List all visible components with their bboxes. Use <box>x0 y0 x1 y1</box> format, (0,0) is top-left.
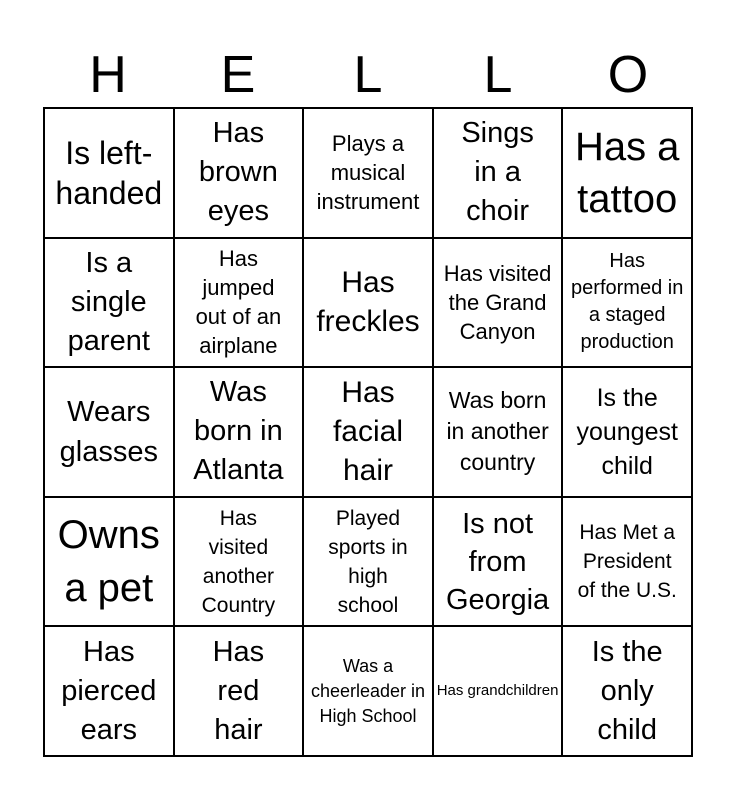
bingo-cell[interactable]: Has jumped out of an airplane <box>174 238 304 368</box>
bingo-cell[interactable]: Was born in another country <box>433 367 563 497</box>
bingo-cell[interactable]: Is left-handed <box>44 108 174 238</box>
bingo-header <box>43 44 693 106</box>
bingo-cell[interactable]: Has a tattoo <box>562 108 692 238</box>
bingo-cell[interactable]: Has visited the Grand Canyon <box>433 238 563 368</box>
bingo-cell[interactable]: Is a single parent <box>44 238 174 368</box>
bingo-cell[interactable]: Is the youngest child <box>562 367 692 497</box>
header-letter-l2: L <box>483 46 513 104</box>
header-letter-l1: L <box>353 46 383 104</box>
bingo-cell[interactable]: Has performed in a staged production <box>562 238 692 368</box>
bingo-cell[interactable]: Has grandchildren <box>433 626 563 756</box>
bingo-cell[interactable]: Was a cheerleader in High School <box>303 626 433 756</box>
bingo-cell[interactable]: Has visited another Country <box>174 497 304 627</box>
bingo-cell[interactable]: Played sports in high school <box>303 497 433 627</box>
bingo-cell[interactable]: Has freckles <box>303 238 433 368</box>
bingo-cell[interactable]: Has facial hair <box>303 367 433 497</box>
bingo-cell[interactable]: Is not from Georgia <box>433 497 563 627</box>
bingo-cell[interactable]: Has Met a President of the U.S. <box>562 497 692 627</box>
bingo-cell[interactable]: Is the only child <box>562 626 692 756</box>
bingo-cell[interactable]: Plays a musical instrument <box>303 108 433 238</box>
bingo-cell[interactable]: Owns a pet <box>44 497 174 627</box>
header-letter-o: O <box>607 46 649 104</box>
bingo-card <box>43 107 693 757</box>
header-letter-h: H <box>89 46 127 104</box>
bingo-cell[interactable]: Wears glasses <box>44 367 174 497</box>
header-letter-e: E <box>220 46 256 104</box>
bingo-cell[interactable]: Sings in a choir <box>433 108 563 238</box>
bingo-cell[interactable]: Has brown eyes <box>174 108 304 238</box>
bingo-cell[interactable]: Was born in Atlanta <box>174 367 304 497</box>
bingo-cell[interactable]: Has pierced ears <box>44 626 174 756</box>
bingo-cell[interactable]: Has red hair <box>174 626 304 756</box>
